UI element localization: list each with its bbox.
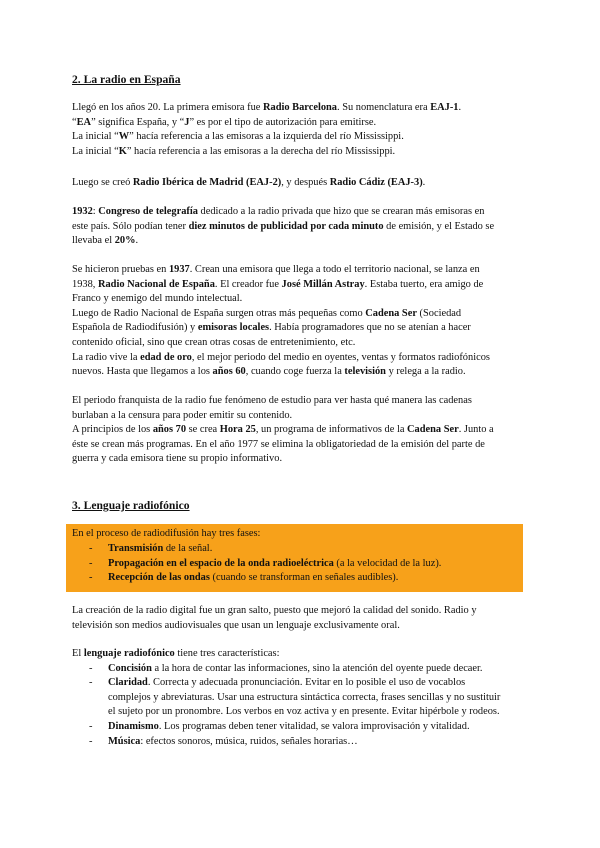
list-item: - Concisión a la hora de contar las informaciones, sino la atención del oyente puede decaer.: [72, 662, 527, 677]
section-heading-lenguaje-radiofonico: 3. Lenguaje radiofónico: [72, 499, 190, 512]
paragraph-caracteristicas: [72, 647, 527, 749]
list-item: - Claridad. Correcta y adecuada pronunciación. Evitar en lo posible el uso de vocablos complejos y abreviaturas. Usar una estructura sintáctica correcta, frases sencillas y no sustituir el sujeto por un pronombre. Los verbos en voz activa y en presente. Evitar hipérbole y rodeos.: [72, 676, 527, 720]
text-line: Se hicieron pruebas en 1937. Crean una emisora que llega a todo el territorio nacional, se lanza en: [72, 264, 480, 275]
text-line: contenido oficial, sino que crean otras cosas de entretenimiento, etc.: [72, 336, 356, 348]
highlight-box-phases: [66, 524, 523, 592]
text-line: televisión son medios audiovisuales que usan un lenguaje exclusivamente oral.: [72, 619, 400, 631]
text-line: 1932: Congreso de telegrafía dedicado a la radio privada que hizo que se crearan más emisoras en: [72, 206, 485, 217]
text-line: este país. Sólo podían tener diez minutos de publicidad por cada minuto de emisión, y el Estado se: [72, 220, 495, 232]
list-item: - Música: efectos sonoros, música, ruidos, señales horarias…: [72, 735, 527, 750]
list-item: - Recepción de las ondas (cuando se transforman en señales audibles).: [66, 571, 523, 586]
paragraph-origins: [72, 101, 527, 159]
text-line: La radio vive la edad de oro, el mejor periodo del medio en oyentes, ventas y formatos radiofónicos: [72, 351, 490, 363]
list-item: - Dinamismo. Los programas deben tener vitalidad, se valora improvisación y vitalidad.: [72, 720, 527, 735]
list-item: - Propagación en el espacio de la onda radioeléctrica (a la velocidad de la luz).: [66, 557, 523, 572]
text-line: Franco y enemigo del mundo intelectual.: [72, 293, 243, 305]
text-line: 1938, Radio Nacional de España. El creador fue José Millán Astray. Estaba tuerto, era amigo de: [72, 278, 484, 290]
characteristics-list: [72, 662, 527, 750]
paragraph-radio-digital: [72, 604, 527, 633]
text-line: llevaba el 20%.: [72, 235, 139, 247]
text-line: La inicial “W” hacía referencia a las emisoras a la izquierda del río Mississippi.: [72, 131, 404, 143]
text-line: “EA” significa España, y “J” es por el tipo de autorización para emitirse.: [72, 116, 377, 128]
text-line: El lenguaje radiofónico tiene tres características:: [72, 648, 280, 659]
text-line: La inicial “K” hacía referencia a las emisoras a la derecha del río Mississippi.: [72, 145, 396, 157]
list-item-continuation: complejos y abreviaturas. Usar una estructura sintáctica correcta, frases sencillas y no sustituir: [108, 691, 501, 703]
text-line: burlaban a la censura para poder emitir su contenido.: [72, 409, 293, 421]
highlight-intro: En el proceso de radiodifusión hay tres fases:: [72, 528, 261, 539]
list-item-continuation: el sujeto por un pronombre. Los verbos en voz activa y en presente. Evitar hipérbole y rodeos.: [108, 706, 500, 718]
paragraph-later-stations: [72, 176, 527, 191]
section-heading-radio-espana: 2. La radio en España: [72, 73, 181, 86]
text-line: guerra y cada emisora tiene su propio informativo.: [72, 453, 283, 465]
paragraph-congreso-1932: [72, 205, 527, 249]
text-line: Luego de Radio Nacional de España surgen otras más pequeñas como Cadena Ser (Sociedad: [72, 307, 462, 319]
text-line: Luego se creó Radio Ibérica de Madrid (EAJ-2), y después Radio Cádiz (EAJ-3).: [72, 177, 426, 188]
text-line: La creación de la radio digital fue un gran salto, puesto que mejoró la calidad del sonido. Radio y: [72, 605, 477, 616]
list-item: - Transmisión de la señal.: [66, 542, 523, 557]
text-line: El periodo franquista de la radio fue fenómeno de estudio para ver hasta qué manera las cadenas: [72, 395, 472, 406]
text-line: Llegó en los años 20. La primera emisora fue Radio Barcelona. Su nomenclatura era EAJ-1.: [72, 102, 462, 113]
text-line: Española de Radiodifusión) y emisoras locales. Había programadores que no se atenían a hacer: [72, 322, 471, 334]
text-line: nuevos. Hasta que llegamos a los años 60, cuando coge fuerza la televisión y relega a la radio.: [72, 366, 466, 378]
phases-list: [66, 542, 523, 586]
text-line: éste se crean más programas. En el año 1977 se elimina la obligatoriedad de la emisión del parte de: [72, 438, 485, 450]
paragraph-franquismo: [72, 394, 527, 467]
text-line: A principios de los años 70 se crea Hora 25, un programa de informativos de la Cadena Ser. Junto a: [72, 424, 494, 436]
paragraph-radio-nacional: [72, 263, 527, 380]
